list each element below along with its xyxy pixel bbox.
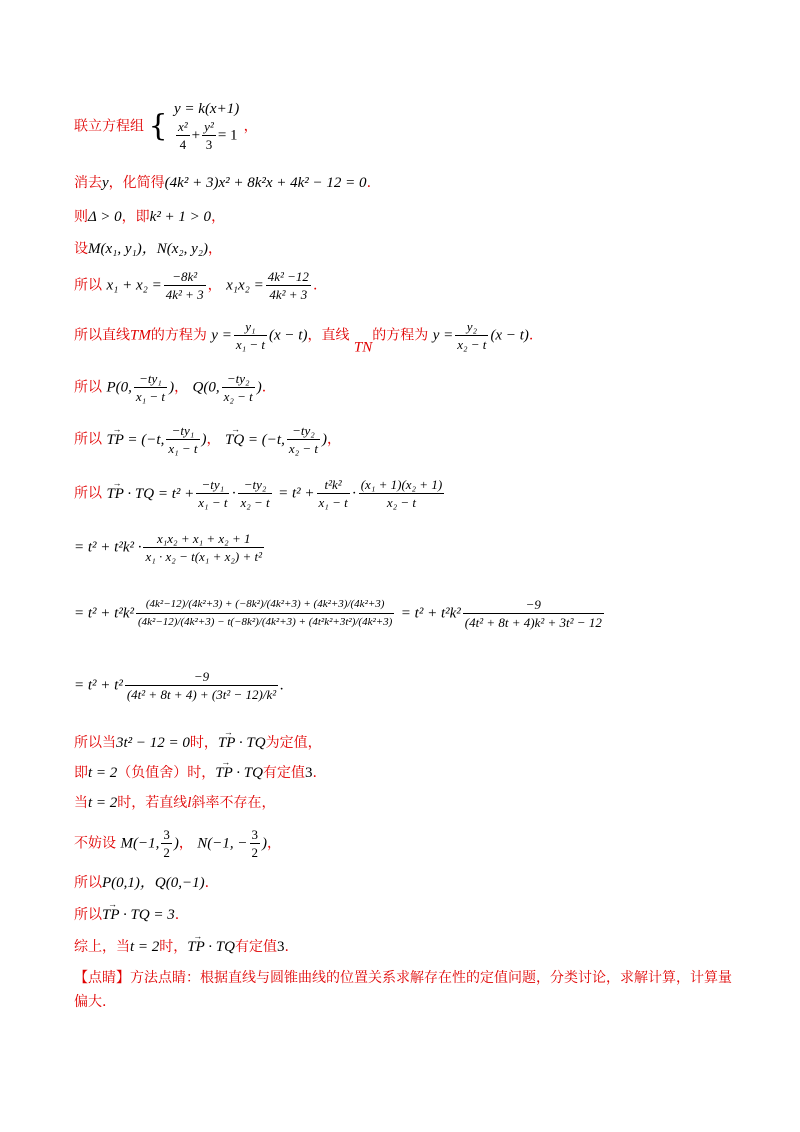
note-text: 方法点睛：根据直线与圆锥曲线的位置关系求解存在性的定值问题，分类讨论，求解计算，计算量偏大. (74, 970, 732, 1010)
line-conclusion: 综上，当t = 2时，→ TP · TQ有定值3. (74, 938, 289, 956)
line-simplify-2: = t² + t²k² $\frac{\text{(4k²−12)/(4k²+3) + (−8k²)/(4k²+3) + (4k²+3)/(4k²+3)}}{\text{(4k²−12)/(4k²+3) − t(−8k²)/(4k²+3) + (4t²k²+3t²)/(4k²+3)}}$ = t² + t²k² $\frac{-9}{\text{(4t² + 8t + 4)k² + 3t² − 12}}$ (74, 597, 602, 630)
key-point-note (74, 966, 734, 1014)
line-dot-value: 所以→ TP · TQ = 3. (74, 906, 179, 924)
line-p-q-values: 所以P(0,1)，Q(0,−1). (74, 875, 210, 891)
line-vertical-case: 当t = 2时，若直线l斜率不存在， (74, 795, 276, 811)
line-p-q: 所以 P(0, $\frac{\text{−ty₁}}{\text{x₁ − t}}$ )， Q(0, $\frac{\text{−ty₂}}{\text{x₂ − t}}$ ). (74, 371, 267, 404)
line-vieta: 所以 x₁ + x₂ = $\frac{\text{−8k²}}{\text{4k² + 3}}$ ， x₁x₂ = $\frac{\text{4k² −12}}{\text{4k² + 3}}$ . (74, 269, 318, 302)
line-dot-product: 所以 → TP · TQ = t² + $\frac{\text{−ty₁}}{\text{x₁ − t}}$ · $\frac{\text{−ty₂}}{\text{x₂ − t}}$ = t² + $\frac{\text{t²k²}}{\text{x₁ − t}}$ · $\frac{\text{(x₁ + 1)(x₂ + 1)}}{\text{x₂ − t}}$ (74, 476, 446, 511)
system-eq1: y = k(x+1) (174, 101, 240, 117)
line-vectors: 所以 → TP = (−t, $\frac{\text{−ty₁}}{\text{x₁ − t}}$ )， → TQ = (−t, $\frac{\text{−ty₂}}{\text{x₂ − t}}$ )， (74, 422, 341, 457)
line1-text: 联立方程组 (74, 118, 144, 135)
line-assume-points: 不妨设 M(−1, $\frac{3}{2}$ )， N(−1, − $\frac{3}{2}$ )， (74, 827, 282, 860)
line-t-value: 即t = 2（负值舍）时，→ TP · TQ有定值3. (74, 764, 317, 782)
note-tag: 【点睛】 (74, 970, 130, 986)
line-line-equations: 所以直线TM的方程为 y = $\frac{\text{y₁}}{\text{x₁ − t}}$ (x − t)，直线 TN的方程为 y = $\frac{\text{y₂}}{\text{x₂ − t}}$ (x − t). (74, 319, 534, 356)
line-system: 联立方程组 { y = k(x+1) $\frac{\text{x²}}{4}$ + $\frac{\text{y²}}{3}$ = 1 ， (74, 101, 258, 152)
line-simplify-1: = t² + t²k² · $\frac{\text{x₁x₂ + x₁ + x₂ + 1}}{\text{x₁ · x₂ − t(x₁ + x₂) + t²}}$ (74, 531, 262, 564)
quadratic-equation: (4k² + 3)x² + 8k²x + 4k² − 12 = 0 (164, 175, 367, 191)
system-eq2: $\frac{\text{x²}}{4}$ + $\frac{\text{y²}}{3}$ = 1 (178, 119, 238, 152)
equation-system (174, 100, 239, 153)
line-simplify-3: = t² + t² $\frac{-9}{\text{(4t² + 8t + 4) + (3t² − 12)/k²}}$ . (74, 669, 284, 702)
line-discriminant: 则Δ > 0，即k² + 1 > 0， (74, 209, 226, 225)
line-set-points: 设M(x₁, y₁)，N(x₂, y₂)， (74, 241, 222, 257)
line-constant-condition: 所以当3t² − 12 = 0时，→ TP · TQ为定值， (74, 734, 322, 752)
line-eliminate: 消去y，化简得(4k² + 3)x² + 8k²x + 4k² − 12 = 0. (74, 175, 372, 191)
left-brace: { (148, 108, 168, 144)
